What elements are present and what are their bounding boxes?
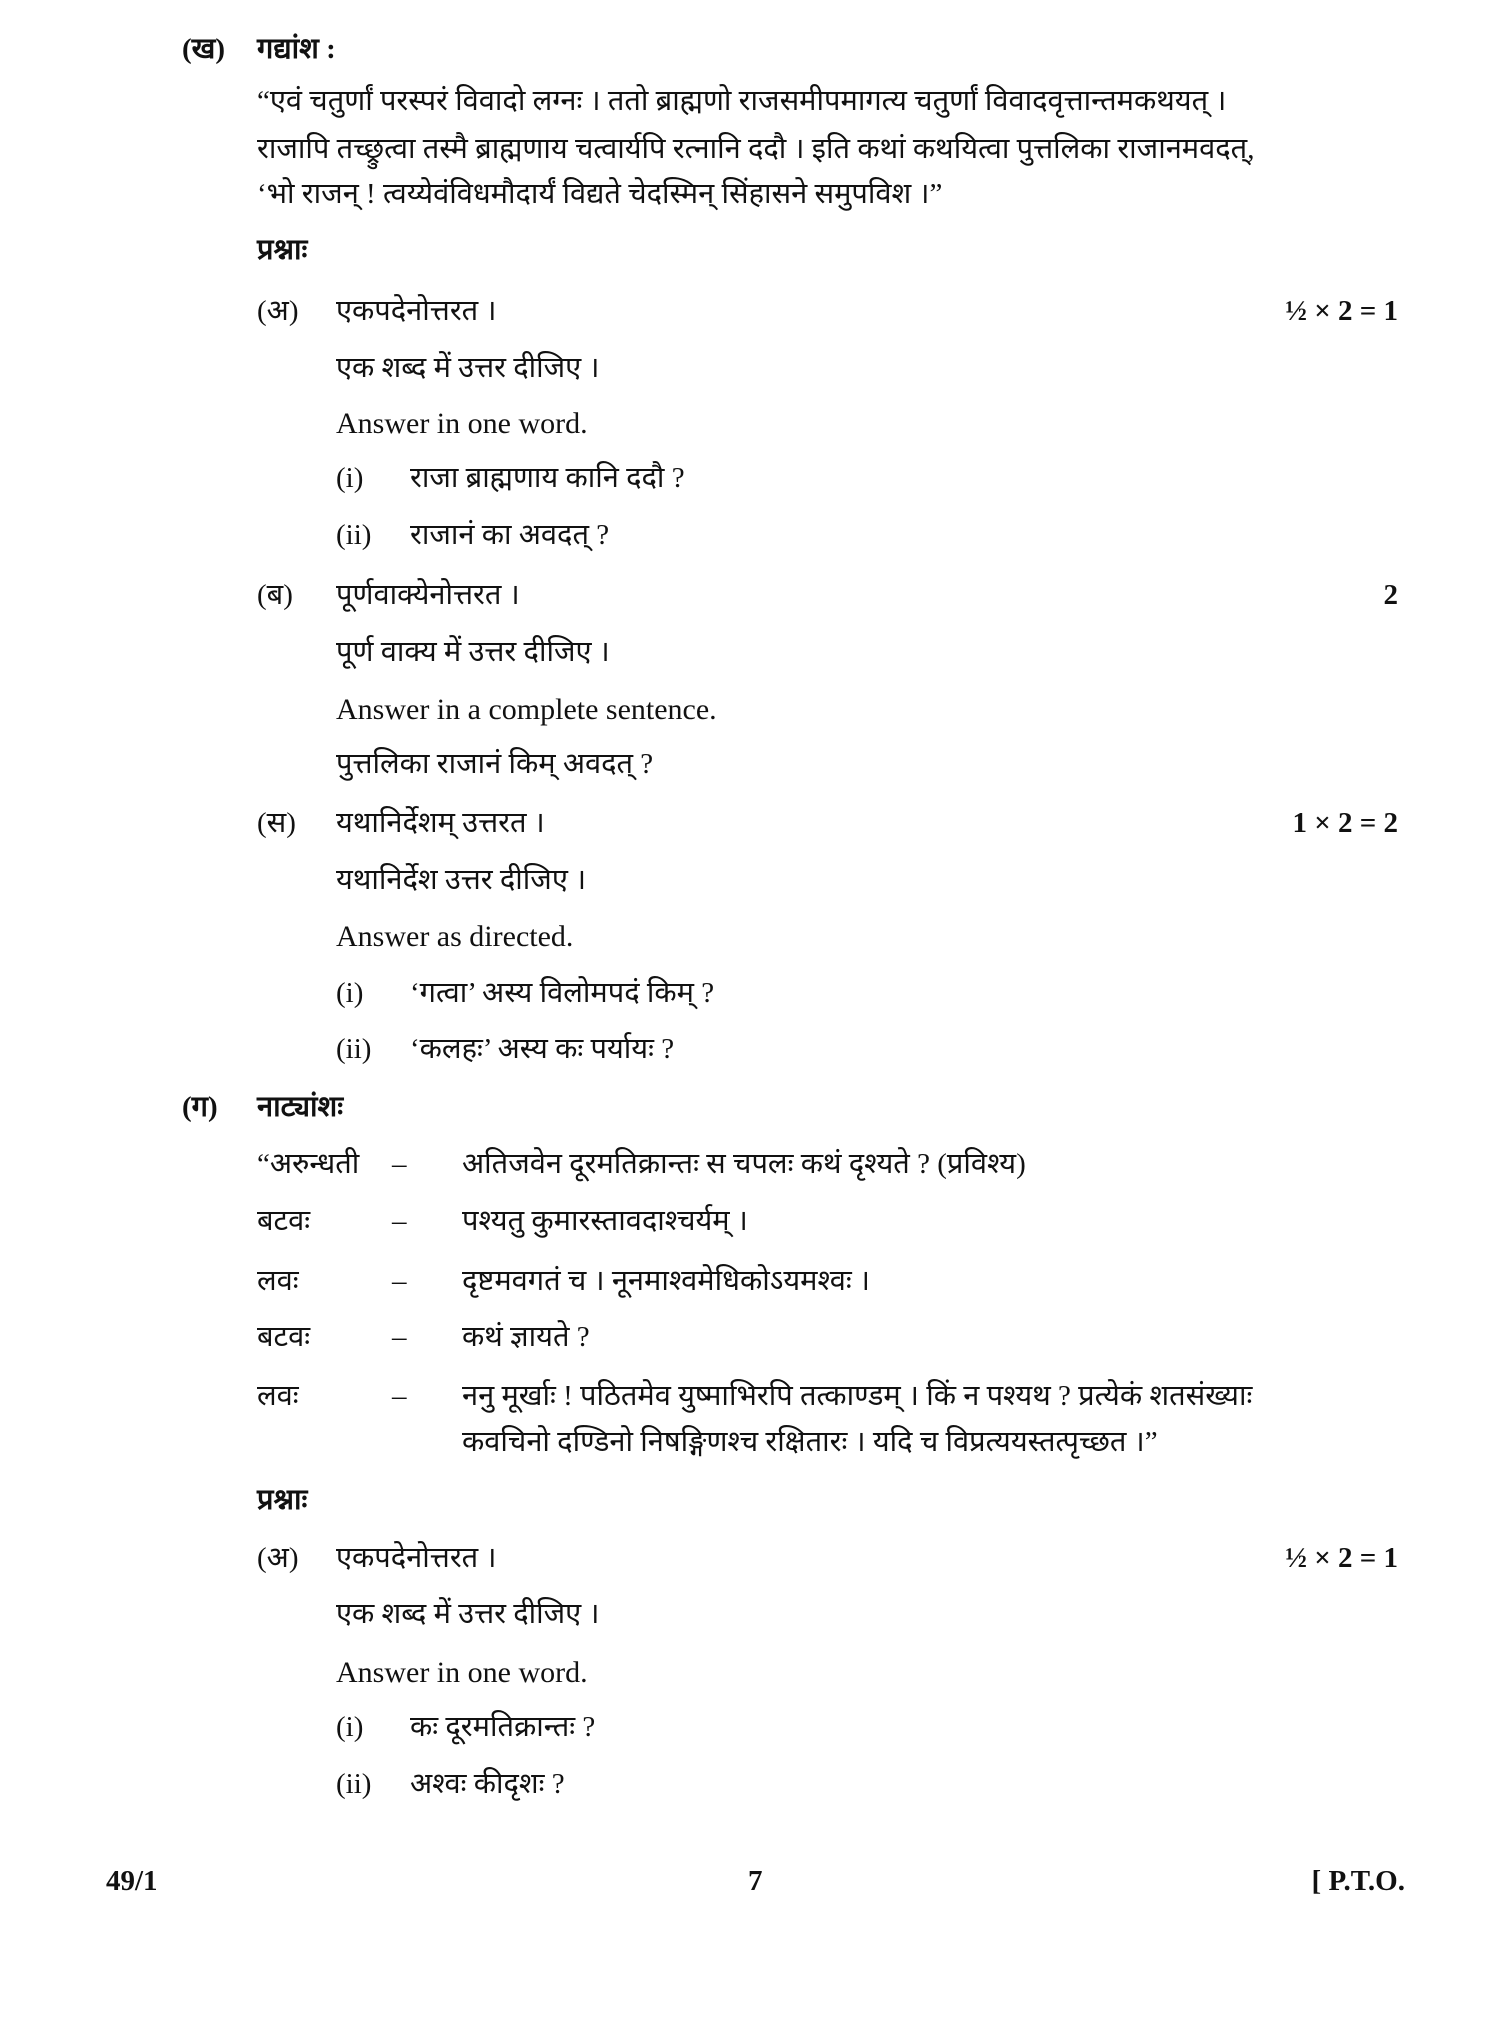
instruction-english: Answer as directed. xyxy=(336,920,574,953)
instruction-sanskrit: एकपदेनोत्तरत । xyxy=(336,1542,497,1574)
dialogue-speaker: लवः xyxy=(257,1265,299,1297)
item-number: (i) xyxy=(336,462,364,494)
passage-line: राजापि तच्छ्रुत्वा तस्मै ब्राह्मणाय चत्वार्यपि रत्नानि ददौ । इति कथां कथयित्वा पुत्तलिका राजानमवदत्, xyxy=(257,133,1255,165)
page-number: 7 xyxy=(748,1865,763,1897)
dialogue-speaker: बटवः xyxy=(257,1205,311,1237)
questions-label: प्रश्नाः xyxy=(257,1484,308,1516)
item-text: अश्वः कीदृशः ? xyxy=(410,1768,565,1800)
question-label: (अ) xyxy=(257,295,299,327)
marks: 2 xyxy=(1383,579,1398,611)
dialogue-speaker: बटवः xyxy=(257,1321,311,1353)
instruction-sanskrit: एकपदेनोत्तरत । xyxy=(336,295,497,327)
dialogue-text: अतिजवेन दूरमतिक्रान्तः स चपलः कथं दृश्यते ? (प्रविश्य) xyxy=(462,1148,1026,1180)
item-number: (i) xyxy=(336,977,364,1009)
marks: ½ × 2 = 1 xyxy=(1285,295,1398,327)
questions-label: प्रश्नाः xyxy=(257,234,308,266)
dialogue-text: कवचिनो दण्डिनो निषङ्गिणश्च रक्षितारः । यदि च विप्रत्ययस्तत्पृच्छत ।” xyxy=(462,1426,1158,1458)
dialogue-dash: – xyxy=(392,1265,407,1297)
marks: 1 × 2 = 2 xyxy=(1292,807,1398,839)
instruction-english: Answer in a complete sentence. xyxy=(336,693,717,726)
item-text: ‘गत्वा’ अस्य विलोमपदं किम् ? xyxy=(410,977,715,1009)
dialogue-speaker: लवः xyxy=(257,1380,299,1412)
dialogue-dash: – xyxy=(392,1380,407,1412)
instruction-english: Answer in one word. xyxy=(336,1656,588,1689)
instruction-sanskrit: पूर्णवाक्येनोत्तरत । xyxy=(336,579,520,611)
instruction-hindi: एक शब्द में उत्तर दीजिए । xyxy=(336,352,600,384)
paper-code: 49/1 xyxy=(106,1865,158,1897)
instruction-sanskrit: यथानिर्देशम् उत्तरत । xyxy=(336,807,545,839)
item-text: पुत्तलिका राजानं किम् अवदत् ? xyxy=(336,748,654,780)
instruction-hindi: यथानिर्देश उत्तर दीजिए । xyxy=(336,864,587,896)
dialogue-text: पश्यतु कुमारस्तावदाश्चर्यम् । xyxy=(462,1205,748,1237)
question-label: (ब) xyxy=(257,579,293,611)
passage-line: “एवं चतुर्णां परस्परं विवादो लग्नः । ततो ब्राह्मणो राजसमीपमागत्य चतुर्णां विवादवृत्तान्तमकथयत् । xyxy=(257,85,1227,117)
section-label: (ग) xyxy=(182,1091,218,1123)
item-text: कः दूरमतिक्रान्तः ? xyxy=(410,1711,596,1743)
dialogue-dash: – xyxy=(392,1148,407,1180)
question-label: (अ) xyxy=(257,1542,299,1574)
item-number: (ii) xyxy=(336,1768,372,1800)
item-text: राजा ब्राह्मणाय कानि ददौ ? xyxy=(410,462,685,494)
instruction-hindi: एक शब्द में उत्तर दीजिए । xyxy=(336,1598,600,1630)
section-heading: नाट्यांशः xyxy=(257,1091,344,1123)
item-number: (ii) xyxy=(336,519,372,551)
item-number: (ii) xyxy=(336,1033,372,1065)
dialogue-text: ननु मूर्खाः ! पठितमेव युष्माभिरपि तत्काण्डम् । किं न पश्यथ ? प्रत्येकं शतसंख्याः xyxy=(462,1380,1253,1412)
dialogue-dash: – xyxy=(392,1205,407,1237)
instruction-english: Answer in one word. xyxy=(336,407,588,440)
item-number: (i) xyxy=(336,1711,364,1743)
dialogue-text: दृष्टमवगतं च । नूनमाश्वमेधिकोऽयमश्वः । xyxy=(462,1265,871,1297)
instruction-hindi: पूर्ण वाक्य में उत्तर दीजिए । xyxy=(336,636,610,668)
dialogue-speaker: “अरुन्धती xyxy=(257,1148,360,1180)
section-heading: गद्यांश : xyxy=(257,33,336,65)
question-label: (स) xyxy=(257,807,296,839)
section-label: (ख) xyxy=(182,33,226,65)
passage-line: ‘भो राजन् ! त्वय्येवंविधमौदार्यं विद्यते चेदस्मिन् सिंहासने समुपविश ।” xyxy=(257,178,943,210)
pto-label: [ P.T.O. xyxy=(1311,1865,1405,1897)
dialogue-dash: – xyxy=(392,1321,407,1353)
marks: ½ × 2 = 1 xyxy=(1285,1542,1398,1574)
dialogue-text: कथं ज्ञायते ? xyxy=(462,1321,590,1353)
item-text: राजानं का अवदत् ? xyxy=(410,519,610,551)
item-text: ‘कलहः’ अस्य कः पर्यायः ? xyxy=(410,1033,675,1065)
